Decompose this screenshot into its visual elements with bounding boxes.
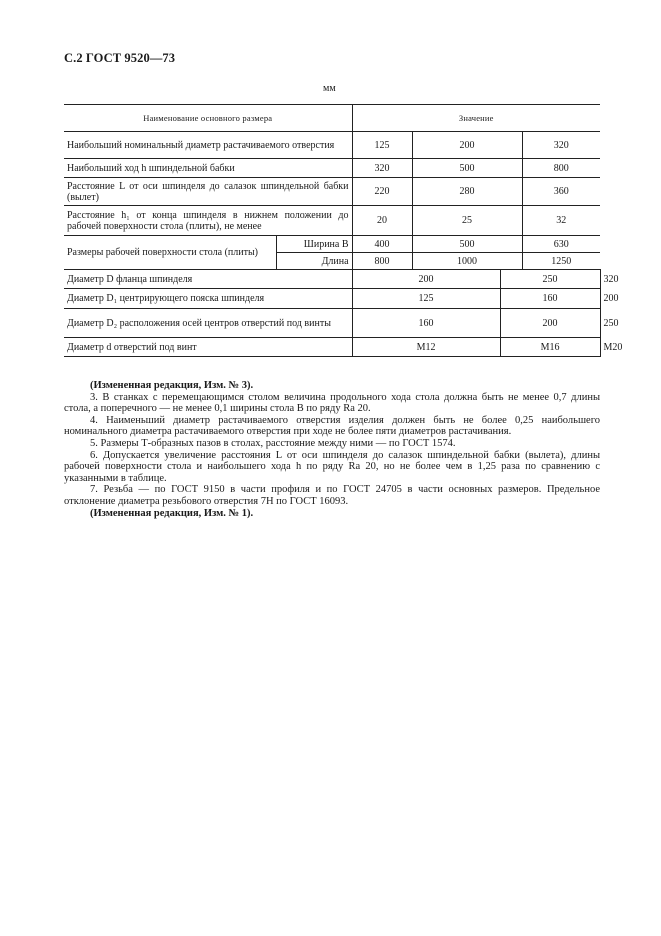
cell-value: 160 (352, 309, 500, 338)
paragraph-7: 7. Резьба — по ГОСТ 9150 в части профиля и по ГОСТ 24705 в части основных размеров. Предельное отклонение диаметра резьбового отверстия 7H по ГОСТ 16093. (64, 484, 600, 507)
cell-value: 320 (352, 159, 412, 178)
cell-value: M12 (352, 338, 500, 357)
unit-label: мм (323, 83, 336, 94)
cell-value: 125 (352, 289, 500, 309)
paragraph-4: 4. Наименьший диаметр растачиваемого отверстия изделия должен быть не более 0,25 наибольшего номинального диаметра растачиваемого отверстия при ходе не более пяти диаметров растачивания. (64, 414, 600, 438)
col-header-value: Значение (352, 105, 600, 132)
cell-value: 32 (522, 206, 600, 236)
table-row (64, 206, 600, 236)
cell-value: 500 (412, 236, 522, 253)
cell-value: 400 (352, 236, 412, 253)
table-row: Диаметр D₂ расположения осей центров отверстий под винты 160 200 250 (64, 309, 600, 338)
table-row: Диаметр D фланца шпинделя 200 250 320 (64, 270, 600, 289)
sub-label-width: Ширина B (276, 236, 352, 253)
cell-value: 200 (352, 270, 500, 289)
table-row (64, 178, 600, 206)
table-row (64, 132, 600, 159)
cell-value: 800 (352, 253, 412, 270)
sub-label-length: Длина (276, 253, 352, 270)
cell-value: 320 (522, 132, 600, 159)
row-name: Наибольший ход h шпиндельной бабки (64, 159, 352, 178)
paragraph-5: 5. Размеры Т-образных пазов в столах, расстояние между ними — по ГОСТ 1574. (90, 437, 456, 449)
cell-value: 25 (412, 206, 522, 236)
cell-value: 500 (412, 159, 522, 178)
spindle-dimensions-table (64, 104, 623, 357)
row-name: Диаметр d отверстий под винт (64, 338, 352, 357)
cell-value: 200 (412, 132, 522, 159)
table-row: Диаметр D₁ центрирующего пояска шпинделя 125 160 200 (64, 289, 600, 309)
cell-value: 1250 (522, 253, 600, 270)
revision-note: (Измененная редакция, Изм. № 3). (90, 380, 254, 391)
cell-value: M16 (500, 338, 600, 357)
row-name: Расстояние h₁ от конца шпинделя в нижнем положении до рабочей поверхности стола (плиты), не менее (64, 206, 352, 236)
col-header-name: Наименование основного размера (64, 105, 352, 132)
cell-value: 1000 (412, 253, 522, 270)
cell-value: 220 (352, 178, 412, 206)
row-name: Диаметр D фланца шпинделя (64, 270, 352, 289)
cell-value: 160 (500, 289, 600, 309)
cell-value: 250 (500, 270, 600, 289)
cell-value: 800 (522, 159, 600, 178)
row-name: Диаметр D₂ расположения осей центров отверстий под винты (64, 309, 352, 338)
cell-value: 280 (412, 178, 522, 206)
paragraph-6: 6. Допускается увеличение расстояния L от оси шпинделя до салазок шпиндельной бабки (вылета), длины рабочей поверхности стола и наибольшего хода h по ряду Ra 20, но не более чем в 1,25 раза по сравнению с указанными в таблице. (64, 449, 600, 484)
row-name: Размеры рабочей поверхности стола (плиты) (64, 236, 276, 270)
table-row (64, 236, 600, 253)
row-name: Наибольший номинальный диаметр растачиваемого отверстия (64, 132, 352, 159)
table-row: Диаметр d отверстий под винт M12 M16 M20 (64, 338, 600, 357)
table-header-row (64, 105, 600, 132)
cell-value: 125 (352, 132, 412, 159)
cell-value: 360 (522, 178, 600, 206)
page-header: С.2 ГОСТ 9520—73 (64, 51, 176, 65)
cell-value: 20 (352, 206, 412, 236)
cell-value: 630 (522, 236, 600, 253)
row-name: Расстояние L от оси шпинделя до салазок шпиндельной бабки (вылет) (64, 178, 352, 206)
paragraph-3: 3. В станках с перемещающимся столом величина продольного хода стола должна быть не менее 0,7 длины стола, а поперечного — не менее 0,1 ширины стола B по ряду Ra 20. (64, 391, 600, 415)
revision-note: (Измененная редакция, Изм. № 1). (90, 507, 254, 519)
cell-value: 200 (500, 309, 600, 338)
body-text (64, 380, 600, 519)
row-name: Диаметр D₁ центрирующего пояска шпинделя (64, 289, 352, 309)
table-row (64, 159, 600, 178)
